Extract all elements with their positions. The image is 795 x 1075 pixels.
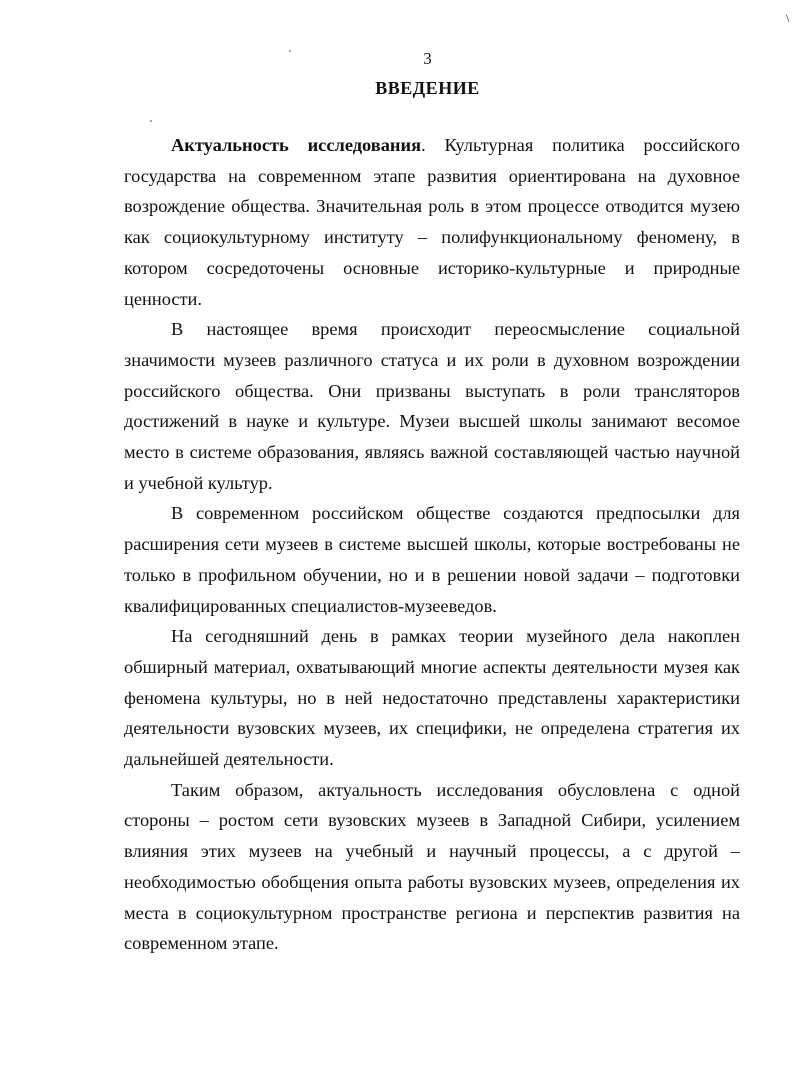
paragraph <box>124 130 740 314</box>
page-number: 3 <box>423 49 432 68</box>
page-title: ВВЕДЕНИЕ <box>375 78 480 98</box>
paragraph: В современном российском обществе создаются предпосылки для расширения сети музеев в системе высшей школы, которые востребованы не только в профильном обучении, но и в решении новой задачи – подготовки квалифицированных специалистов-музееведов. <box>124 503 740 616</box>
paragraph: Таким образом, актуальность исследования обусловлена с одной стороны – ростом сети вузовских музеев в Западной Сибири, усилением влияния этих музеев на учебный и научный процессы, а с другой – необходимостью обобщения опыта работы вузовских музеев, определения их места в социокультурном пространстве региона и перспектив развития на современном этапе. <box>124 779 740 954</box>
paragraph: На сегодняшний день в рамках теории музейного дела накоплен обширный материал, охватывающий многие аспекты деятельности музея как феномена культуры, но в ней недостаточно представлены характеристики деятельности вузовских музеев, их специфики, не определена стратегия их дальнейшей деятельности. <box>124 626 740 770</box>
scan-speck <box>150 120 152 122</box>
body-text <box>124 130 740 959</box>
paragraph-text: . Культурная политика российского государства на современном этапе развития ориентирована на духовное возрождение общества. Значительная роль в этом процессе отводится музею как социокультурному институту – полифункциональному феномену, в котором сосредоточены основные историко-культурные и природные ценности. <box>124 135 740 309</box>
scan-mark <box>786 14 790 22</box>
paragraph-lead: Актуальность исследования <box>171 135 422 155</box>
paragraph: В настоящее время происходит переосмысление социальной значимости музеев различного статуса и их роли в духовном возрождении российского общества. Они призваны выступать в роли трансляторов достижений в науке и культуре. Музеи высшей школы занимают весомое место в системе образования, являясь важной составляющей частью научной и учебной культур. <box>124 319 740 493</box>
